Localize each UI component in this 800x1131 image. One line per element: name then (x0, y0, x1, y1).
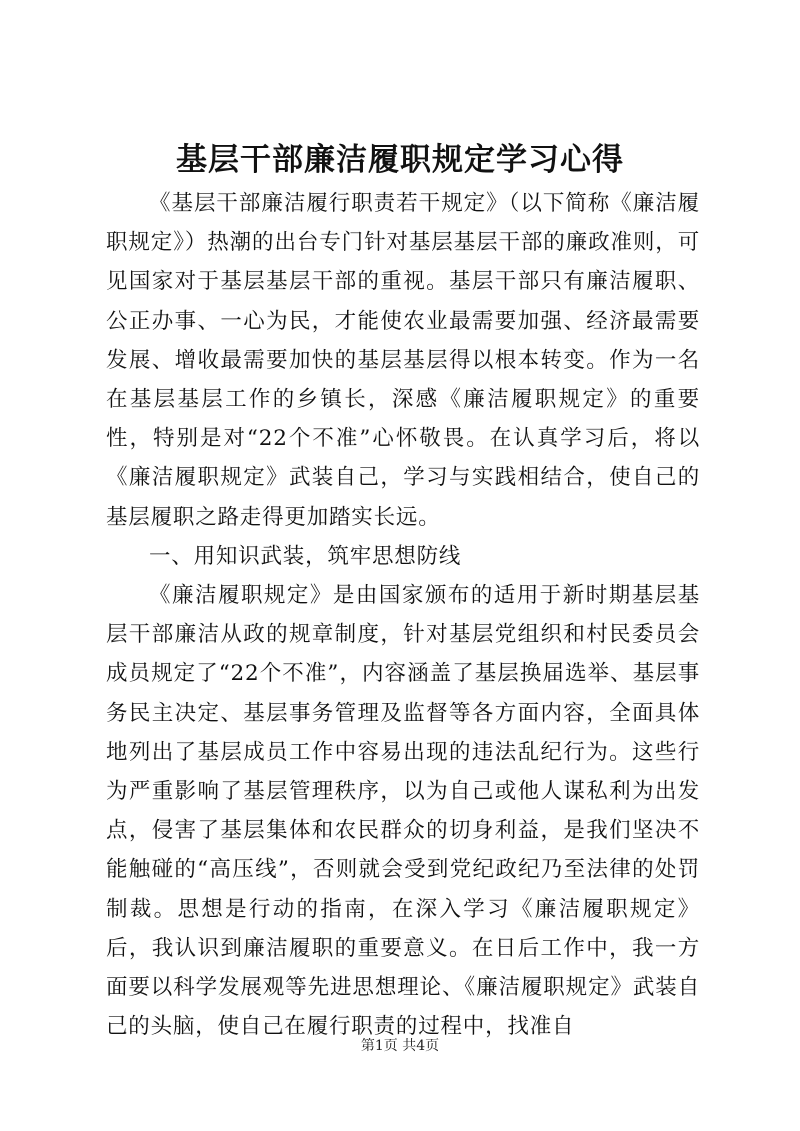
section-heading: 一、用知识武装，筑牢思想防线 (149, 543, 462, 569)
paragraph-section-one: 《廉洁履职规定》是由国家颁布的适用于新时期基层基层干部廉洁从政的规章制度，针对基层党组织和村民委员会成员规定了“22个不准”，内容涵盖了基层换届选举、基层事务民主决定、基层事务管理及监督等各方面内容，全面具体地列出了基层成员工作中容易出现的违法乱纪行为。这些行为严重影响了基层管理秩序，以为自己或他人谋私利为出发点，侵害了基层集体和农民群众的切身利益，是我们坚决不能触碰的“高压线”，否则就会受到党纪政纪乃至法律的处罚制裁。思想是行动的指南，在深入学习《廉洁履职规定》后，我认识到廉洁履职的重要意义。在日后工作中，我一方面要以科学发展观等先进思想理论、《廉洁履职规定》武装自己的头脑，使自己在履行职责的过程中，找准自 (106, 583, 700, 1040)
document-body (106, 184, 700, 1046)
page-footer: 第1页 共4页 (360, 1038, 440, 1054)
document-title: 基层干部廉洁履职规定学习心得 (176, 142, 624, 178)
paragraph-intro: 《基层干部廉洁履行职责若干规定》（以下简称《廉洁履职规定》）热潮的出台专门针对基层基层干部的廉政准则，可见国家对于基层基层干部的重视。基层干部只有廉洁履职、公正办事、一心为民，才能使农业最需要加强、经济最需要发展、增收最需要加快的基层基层得以根本转变。作为一名在基层基层工作的乡镇长，深感《廉洁履职规定》的重要性，特别是对“22个不准”心怀敬畏。在认真学习后，将以《廉洁履职规定》武装自己，学习与实践相结合，使自己的基层履职之路走得更加踏实长远。 (106, 191, 700, 530)
